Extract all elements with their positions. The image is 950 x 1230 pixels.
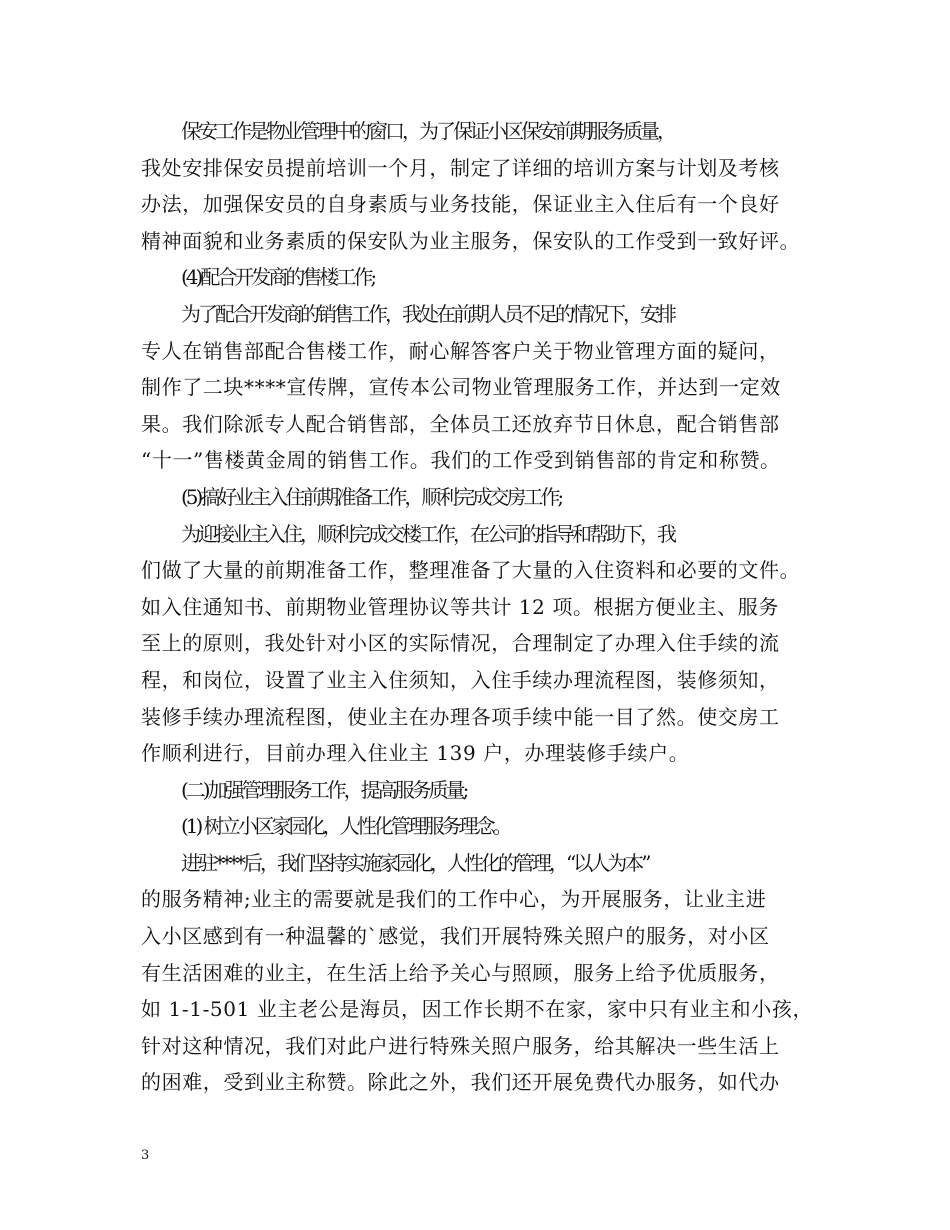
- text-line: 装修手续办理流程图，使业主在办理各项手续中能一目了然。使交房工: [141, 704, 780, 729]
- text-line: 保安工作是物业管理中的窗口，为了保证小区保安前期服务质量，: [181, 119, 674, 143]
- text-line: 为了配合开发商的销售工作，我处在前期人员不足的情况下，安排: [181, 301, 674, 326]
- text-line: 办法，加强保安员的自身素质与业务技能，保证业主入住后有一个良好: [141, 192, 780, 217]
- text-line: 针对这种情况，我们对此户进行特殊关照户服务，给其解决一些生活上: [141, 1033, 780, 1058]
- text-line: 的服务精神;业主的需要就是我们的工作中心，为开展服务，让业主进: [141, 887, 767, 912]
- page-number: 3: [141, 1148, 150, 1163]
- text-line: 程，和岗位，设置了业主入住须知，入住手续办理流程图，装修须知，: [141, 667, 780, 692]
- body-text: [141, 113, 831, 1101]
- text-line: 如入住通知书、前期物业管理协议等共计 12 项。根据方便业主、服务: [141, 594, 779, 619]
- text-line: 专人在销售部配合售楼工作，耐心解答客户关于物业管理方面的疑问，: [141, 338, 780, 363]
- text-line: 如 1-1-501 业主老公是海员，因工作长期不在家，家中只有业主和小孩，: [141, 997, 814, 1022]
- text-line: 我处安排保安员提前培训一个月，制定了详细的培训方案与计划及考核: [141, 155, 780, 180]
- text-line: 为迎接业主入住，顺利完成交楼工作，在公司的指导和帮助下，我: [181, 521, 674, 546]
- text-line: 进驻****后，我们坚持实施家园化，人性化的管理，“以人为本”: [181, 850, 649, 875]
- text-line: 作顺利进行，目前办理入住业主 139 户，办理装修手续户。: [141, 741, 690, 766]
- text-line: 精神面貌和业务素质的保安队为业主服务，保安队的工作受到一致好评。: [141, 228, 801, 253]
- text-line: 果。我们除派专人配合销售部，全体员工还放弃节日休息，配合销售部: [141, 411, 780, 436]
- text-line: (二)加强管理服务工作，提高服务质量;: [181, 777, 467, 802]
- text-line: 入小区感到有一种温馨的`感觉，我们开展特殊关照户的服务，对小区: [141, 924, 770, 949]
- text-line: (5)搞好业主入住前期准备工作，顺利完成交房工作;: [181, 484, 562, 509]
- text-line: “十一”售楼黄金周的销售工作。我们的工作受到销售部的肯定和称赞。: [141, 448, 781, 473]
- text-line: 制作了二块****宣传牌，宣传本公司物业管理服务工作，并达到一定效: [141, 375, 781, 400]
- text-line: 的困难，受到业主称赞。除此之外，我们还开展免费代办服务，如代办: [141, 1070, 780, 1095]
- text-line: 有生活困难的业主，在生活上给予关心与照顾，服务上给予优质服务，: [141, 960, 780, 985]
- text-line: (1) 树立小区家园化，人性化管理服务理念。: [181, 814, 510, 839]
- text-line: (4)配合开发商的售楼工作;: [181, 265, 375, 290]
- text-line: 们做了大量的前期准备工作，整理准备了大量的入住资料和必要的文件。: [141, 558, 801, 583]
- text-line: 至上的原则，我处针对小区的实际情况，合理制定了办理入住手续的流: [141, 631, 780, 656]
